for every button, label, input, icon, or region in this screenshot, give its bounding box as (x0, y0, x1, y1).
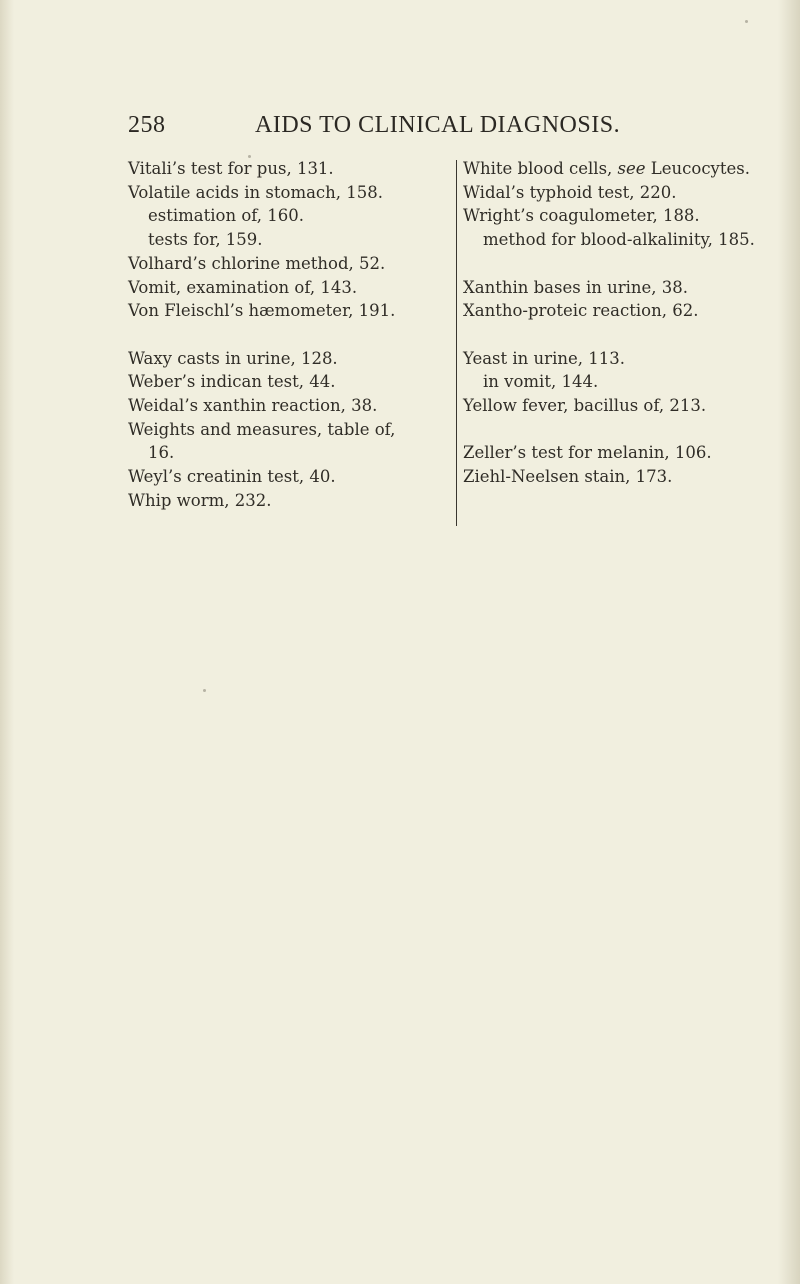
index-entry: Von Fleischl’s hæmometer, 191. (128, 301, 396, 321)
index-entry (463, 157, 773, 181)
index-entry: Weidal’s xanthin reaction, 38. (128, 396, 378, 416)
index-column-right (463, 157, 773, 489)
index-entry: Yeast in urine, 113. (463, 348, 625, 368)
index-entry: Xanthin bases in urine, 38. (463, 277, 689, 297)
index-subentry: method for blood-alkalinity, 185. (483, 230, 755, 250)
index-entry: Wright’s coagulometer, 188. (463, 206, 700, 226)
see-reference: see (617, 159, 646, 178)
index-entry: Xantho-proteic reaction, 62. (463, 301, 699, 321)
running-head: AIDS TO CLINICAL DIAGNOSIS. (255, 112, 621, 138)
index-entry: Whip worm, 232. (128, 490, 272, 510)
index-entry: Widal’s typhoid test, 220. (463, 182, 677, 202)
page-number: 258 (128, 112, 166, 138)
index-entry: Vomit, examination of, 143. (128, 277, 358, 297)
index-subentry: estimation of, 160. (148, 206, 305, 226)
index-entry: Vitali’s test for pus, 131. (128, 159, 334, 178)
paper-speck (203, 689, 206, 692)
index-entry: Weights and measures, table of, (128, 419, 396, 439)
page-header (128, 112, 648, 142)
index-entry: Yellow fever, bacillus of, 213. (463, 396, 707, 415)
index-entry: Weber’s indican test, 44. (128, 372, 336, 392)
index-entry: Waxy casts in urine, 128. (128, 348, 338, 368)
index-entry: Volhard’s chlorine method, 52. (128, 253, 386, 273)
page-edge-shadow-left (0, 0, 14, 1284)
index-entry: Volatile acids in stomach, 158. (128, 182, 384, 202)
section-gap (128, 323, 446, 347)
paper-speck (248, 155, 251, 158)
page-edge-shadow-right (778, 0, 800, 1284)
section-gap (463, 418, 773, 442)
paper-speck (745, 20, 748, 23)
cross-reference-target: Leucocytes. (650, 159, 750, 178)
index-entry: Weyl’s creatinin test, 40. (128, 467, 336, 487)
index-subentry: tests for, 159. (148, 230, 263, 250)
entry-text: White blood cells, (463, 159, 613, 178)
index-subentry: in vomit, 144. (483, 372, 599, 392)
section-gap (463, 323, 773, 347)
index-entry: Ziehl-Neelsen stain, 173. (463, 467, 673, 487)
index-entry-continuation: 16. (148, 443, 175, 463)
index-column-left (128, 157, 446, 513)
section-gap (463, 252, 773, 276)
column-divider (456, 160, 457, 526)
index-entry: Zeller’s test for melanin, 106. (463, 443, 712, 463)
